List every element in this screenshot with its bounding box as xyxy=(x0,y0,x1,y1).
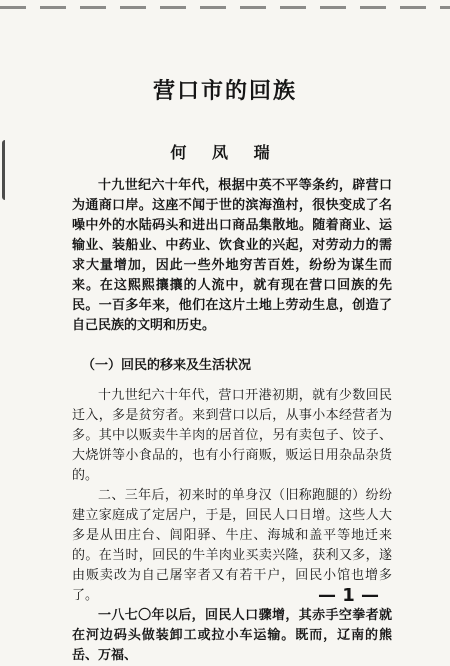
top-scan-rule xyxy=(0,6,450,9)
page-number: — 1 — xyxy=(318,585,380,606)
body-paragraph: 二、三年后，初来时的单身汉（旧称跑腿的）纷纷建立家庭成了定居户，于是，回民人口日增。这些人大多是从田庄台、闾阳驿、牛庄、海城和盖平等地迁来的。在当时，回民的牛羊肉业买卖兴隆，获利又多，遂由贩卖改为自己屠宰者又有若干户，回民小馆也增多了。 xyxy=(72,488,392,603)
article-title: 营口市的回族 xyxy=(152,78,297,104)
article-author: 何 凤 瑞 xyxy=(170,143,280,162)
section-heading: （一）回民的移来及生活状况 xyxy=(82,358,252,373)
body-paragraph: 十九世纪六十年代，营口开港初期，就有少数回民迁入，多是贫穷者。来到营口以后，从事小本经营者为多。其中以贩卖牛羊肉的居首位，另有卖包子、饺子、大烧饼等小食品的，也有小行商贩，贩运日用杂品杂货的。 xyxy=(72,388,392,483)
body-paragraph: 一八七〇年以后，回民人口骤增，其赤手空拳者就在河边码头做装卸工或拉小车运输。既而，辽南的熊岳、万福、 xyxy=(72,608,392,663)
intro-paragraph: 十九世纪六十年代，根据中英不平等条约，辟营口为通商口岸。这座不闻于世的滨海渔村，很快变成了名噪中外的水陆码头和进出口商品集散地。随着商业、运输业、装船业、中药业、饮食业的兴起，对劳动力的需求大量增加，因此一些外地穷苦百姓，纷纷为谋生而来。在这熙熙攘攘的人流中，就有现在营口回族的先民。一百多年来，他们在这片土地上劳动生息，创造了自己民族的文明和历史。 xyxy=(72,178,392,333)
